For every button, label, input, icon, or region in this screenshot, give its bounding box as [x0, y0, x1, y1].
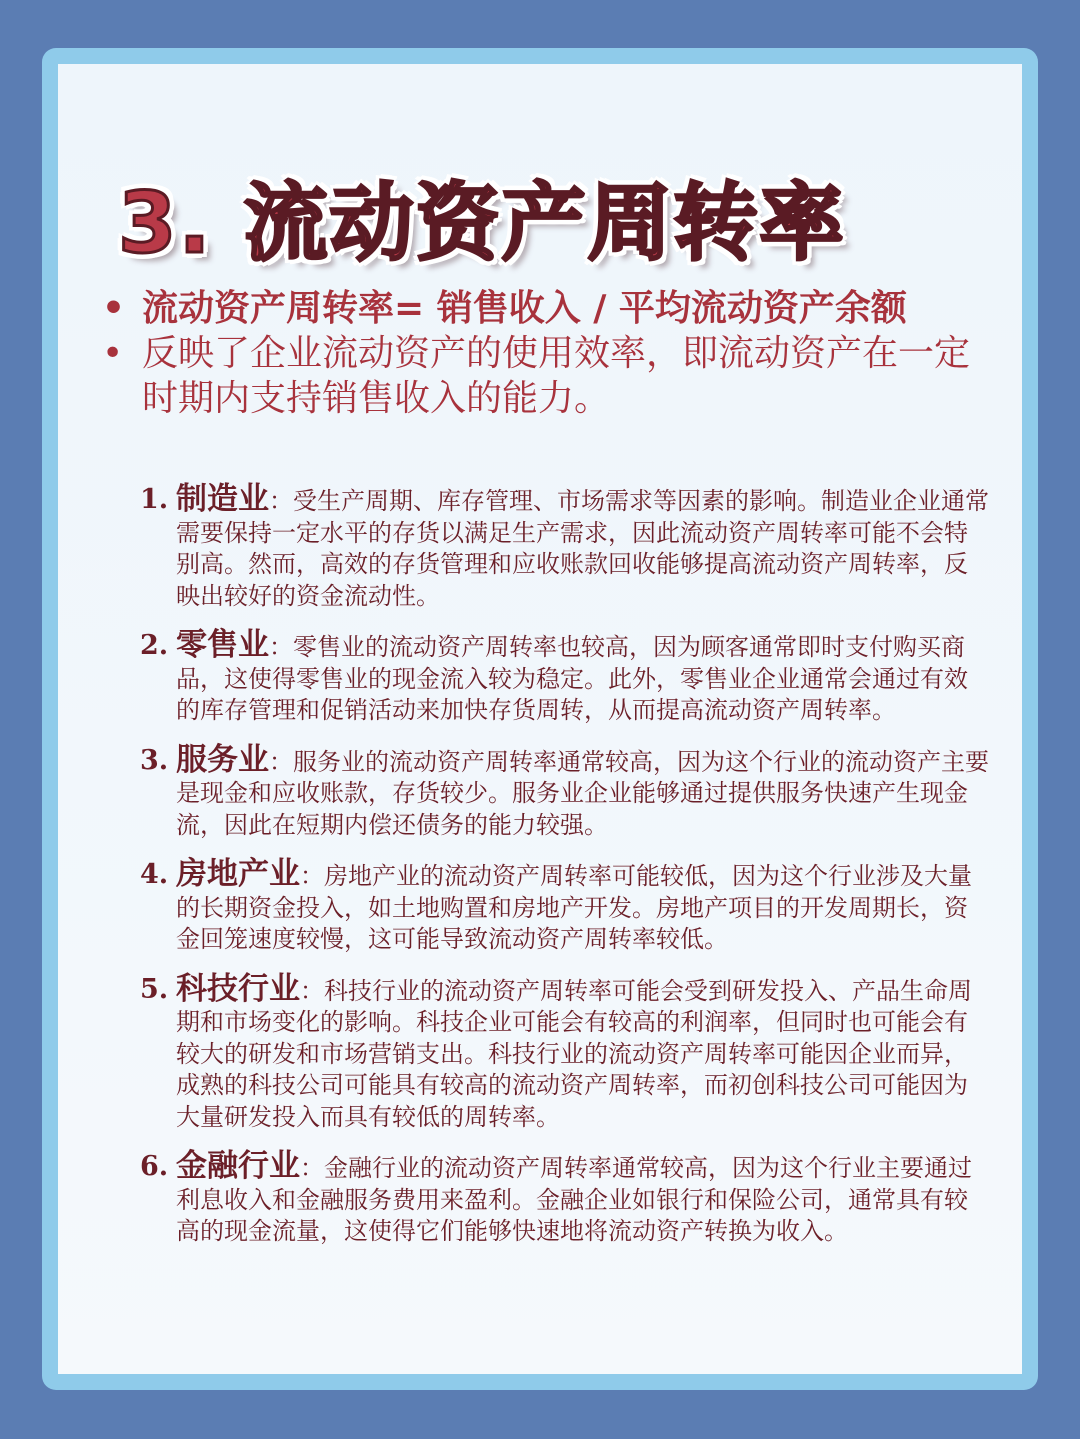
item-number: 4.: [140, 859, 169, 890]
item-number: 2.: [140, 630, 169, 661]
industry-item-retail: [140, 627, 990, 727]
industry-description: 金融行业的流动资产周转率通常较高，因为这个行业主要通过利息收入和金融服务费用来盈利。金融企业如银行和保险公司，通常具有较高的现金流量，这使得它们能够快速地将流动资产转换为收入。: [176, 1154, 972, 1245]
content-card: [58, 64, 1022, 1374]
page-title: 3. 流动资产周转率: [118, 174, 846, 272]
industry-item-services: [140, 741, 990, 842]
industry-name: 零售业: [176, 627, 269, 663]
item-number: 1.: [140, 484, 169, 515]
industry-description: 科技行业的流动资产周转率可能会受到研发投入、产品生命周期和市场变化的影响。科技企业可能会有较高的利润率，但同时也可能会有较大的研发和市场营销支出。科技行业的流动资产周转率可能因企业而异，成熟的科技公司可能具有较高的流动资产周转率，而初创科技公司可能因为大量研发投入而具有较低的周转率。: [176, 976, 972, 1131]
industry-name: 房地产业: [176, 856, 300, 892]
card-frame: [42, 48, 1038, 1390]
item-colon: ：: [300, 1154, 324, 1182]
industry-name: 服务业: [176, 741, 269, 778]
industry-description: 服务业的流动资产周转率通常较高，因为这个行业的流动资产主要是现金和应收账款，存货较少。服务业企业能够通过提供服务快速产生现金流，因此在短期内偿还债务的能力较强。: [176, 747, 989, 839]
industry-item-technology: [140, 970, 990, 1134]
item-number: 5.: [140, 973, 169, 1005]
industry-item-manufacturing: [140, 481, 990, 612]
industry-item-finance: [140, 1148, 990, 1248]
industry-name: 金融行业: [176, 1148, 300, 1184]
industry-description: 零售业的流动资产周转率也较高，因为顾客通常即时支付购买商品，这使得零售业的现金流入较为稳定。此外，零售业企业通常会通过有效的库存管理和促销活动来加快存货周转，从而提高流动资产周转率。: [176, 633, 968, 724]
industry-name: 制造业: [176, 481, 269, 517]
item-colon: ：: [269, 633, 293, 661]
bullet-dot-icon: •: [102, 333, 124, 374]
industry-list: [140, 481, 990, 1266]
formula-bullet: [94, 286, 994, 331]
meaning-bullet: [94, 331, 994, 421]
item-colon: ：: [269, 747, 293, 776]
industry-description: 受生产周期、库存管理、市场需求等因素的影响。制造业企业通常需要保持一定水平的存货以满足生产需求，因此流动资产周转率可能不会特别高。然而，高效的存货管理和应收账款回收能够提高流动资产周转率，反映出较好的资金流动性。: [176, 487, 989, 610]
item-colon: ：: [269, 487, 293, 515]
item-number: 3.: [140, 744, 169, 776]
item-colon: ：: [300, 976, 324, 1005]
industry-name: 科技行业: [176, 970, 300, 1007]
item-number: 6.: [140, 1151, 169, 1182]
industry-description: 房地产业的流动资产周转率可能较低，因为这个行业涉及大量的长期资金投入，如土地购置和房地产开发。房地产项目的开发周期长，资金回笼速度较慢，这可能导致流动资产周转率较低。: [176, 862, 972, 953]
summary-bullets: [94, 286, 994, 421]
item-colon: ：: [300, 862, 324, 890]
bullet-dot-icon: •: [102, 288, 126, 329]
formula-text: 流动资产周转率= 销售收入 / 平均流动资产余额: [142, 288, 907, 329]
meaning-text: 反映了企业流动资产的使用效率，即流动资产在一定时期内支持销售收入的能力。: [142, 333, 971, 419]
industry-item-real-estate: [140, 856, 990, 956]
